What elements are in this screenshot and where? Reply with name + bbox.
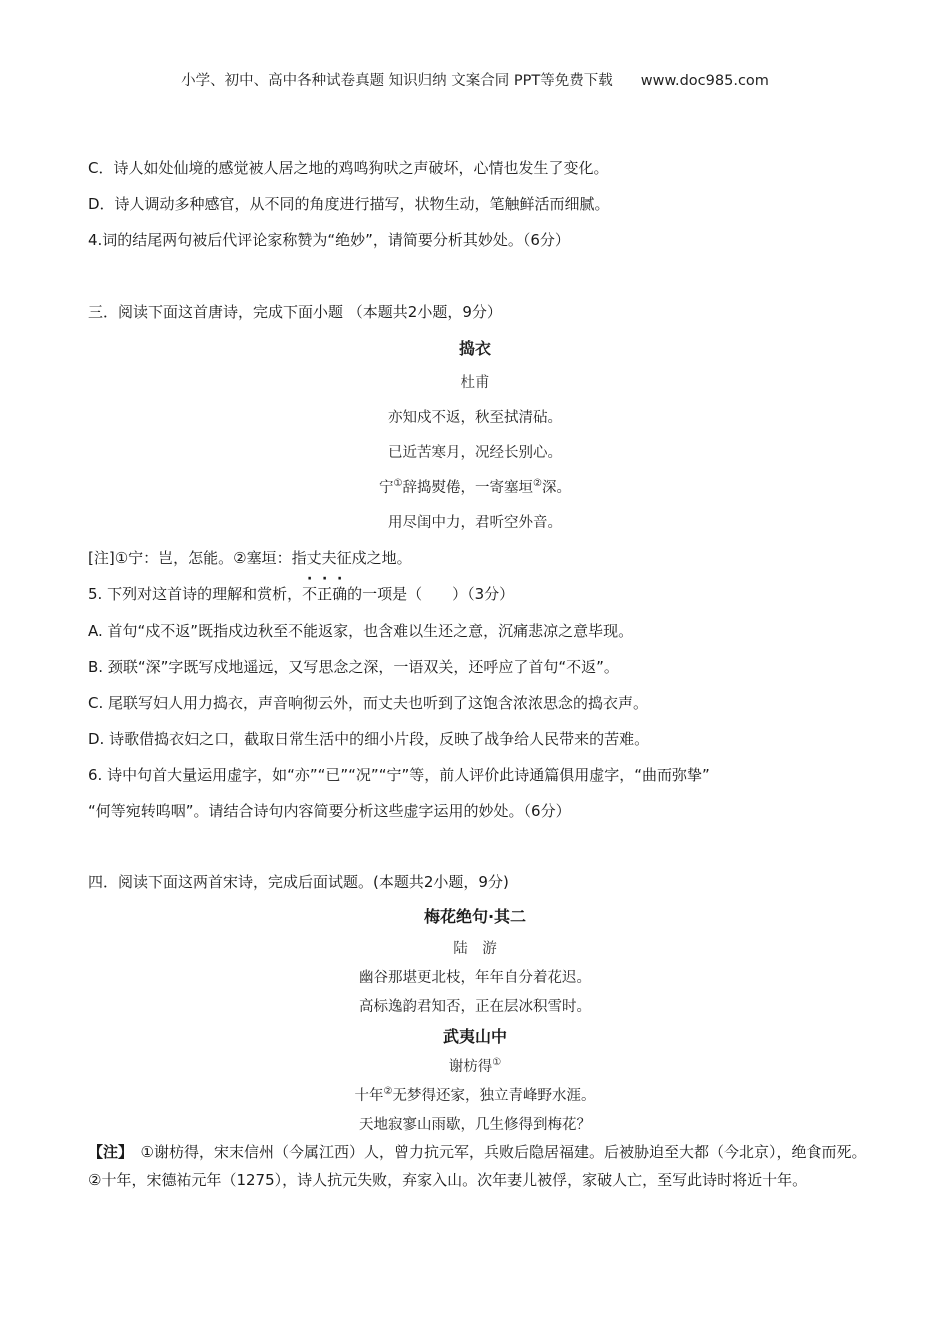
q5-suffix: 的一项是（ ）（3分） <box>347 585 515 603</box>
option-b: B. 颈联“深”字既写戍地遥远，又写思念之深，一语双关，还呼应了首句“不返”。 <box>88 658 619 676</box>
note-label: 【注】 <box>88 1143 126 1161</box>
poem-line-3-part-b: 辞捣熨倦，一寄塞垣 <box>402 480 533 496</box>
poem-line-3 <box>0 476 950 497</box>
note-text: ①谢枋得，宋末信州（今属江西）人，曾力抗元军，兵败后隐居福建。后被胁迫至大都（今北京），绝食而死。②十年，宋德祐元年（1275），诗人抗元失败，弃家入山。次年妻儿被俘，家破人亡，至写此诗时将近十年。 <box>88 1143 867 1189</box>
poem-author-luyou: 陆 游 <box>453 941 497 957</box>
poem2-line-2: 天地寂寥山雨歇，几生修得到梅花？ <box>359 1117 591 1133</box>
option-c-prev: C．诗人如处仙境的感觉被人居之地的鸡鸣狗吠之声破坏，心情也发生了变化。 <box>88 159 609 177</box>
poem2-author-name: 谢枋得 <box>448 1059 493 1075</box>
poem-author-dufu: 杜甫 <box>460 375 490 391</box>
question-6-line-1: 6. 诗中句首大量运用虚字，如“亦”“已”“况”“宁”等，前人评价此诗通篇俱用虚字，“曲而弥挚” <box>88 766 710 784</box>
emphasis-char-bu: 不 <box>302 585 318 603</box>
footnote-1-marker-2: ① <box>492 1057 502 1069</box>
poem-title-wuyishan: 武夷山中 <box>442 1027 507 1046</box>
section-3-note: [注]①宁：岂，怎能。②塞垣：指丈夫征戍之地。 <box>88 549 412 567</box>
poem-line-4: 用尽闺中力，君听空外音。 <box>388 515 562 531</box>
q5-prefix: 5. 下列对这首诗的理解和赏析， <box>88 585 303 603</box>
option-d-prev: D．诗人调动多种感官，从不同的角度进行描写，状物生动，笔触鲜活而细腻。 <box>88 195 610 213</box>
section-4-note <box>88 1138 868 1194</box>
poem1-line-2: 高标逸韵君知否，正在层冰积雪时。 <box>359 999 591 1015</box>
poem-author-xiefangde <box>0 1055 950 1076</box>
question-4: 4.词的结尾两句被后代评论家称赞为“绝妙”，请简要分析其妙处。（6分） <box>88 231 570 249</box>
option-c: C. 尾联写妇人用力捣衣，声音响彻云外，而丈夫也听到了这饱含浓浓思念的捣衣声。 <box>88 694 649 712</box>
footnote-1-marker: ① <box>393 478 403 490</box>
option-a: A. 首句“戍不返”既指戍边秋至不能返家，也含难以生还之意，沉痛悲凉之意毕现。 <box>88 622 634 640</box>
poem2-line-1-part-b: 无梦得还家，独立青峰野水涯。 <box>392 1088 596 1104</box>
question-6-line-2: “何等宛转呜咽”。请结合诗句内容简要分析这些虚字运用的妙处。（6分） <box>88 802 571 820</box>
poem2-line-1-part-a: 十年 <box>354 1088 384 1104</box>
poem1-line-1: 幽谷那堪更北枝，年年自分着花迟。 <box>359 970 591 986</box>
poem-title-meihua: 梅花绝句·其二 <box>423 907 527 926</box>
footnote-2-marker-2: ② <box>383 1086 393 1098</box>
emphasis-char-que: 确 <box>332 585 348 603</box>
poem-line-3-part-a: 宁 <box>379 480 394 496</box>
footnote-2-marker: ② <box>533 478 542 490</box>
page-header <box>0 69 950 90</box>
section-4-heading: 四．阅读下面这两首宋诗，完成后面试题。(本题共2小题，9分) <box>88 873 509 891</box>
poem-line-3-part-c: 深。 <box>541 480 571 496</box>
header-text: 小学、初中、高中各种试卷真题 知识归纳 文案合同 PPT等免费下载 <box>181 73 613 89</box>
section-3-heading: 三．阅读下面这首唐诗，完成下面小题 （本题共2小题，9分） <box>88 303 502 321</box>
poem2-line-1 <box>0 1084 950 1105</box>
question-5 <box>88 583 514 604</box>
header-site-link[interactable]: www.doc985.com <box>640 73 769 89</box>
poem-line-2: 已近苦寒月，况经长别心。 <box>388 445 562 461</box>
poem-line-1: 亦知戍不返，秋至拭清砧。 <box>388 410 562 426</box>
option-d: D. 诗歌借捣衣妇之口，截取日常生活中的细小片段，反映了战争给人民带来的苦难。 <box>88 730 650 748</box>
poem-title-daoyi: 捣衣 <box>458 339 491 358</box>
emphasis-char-zheng: 正 <box>317 585 333 603</box>
